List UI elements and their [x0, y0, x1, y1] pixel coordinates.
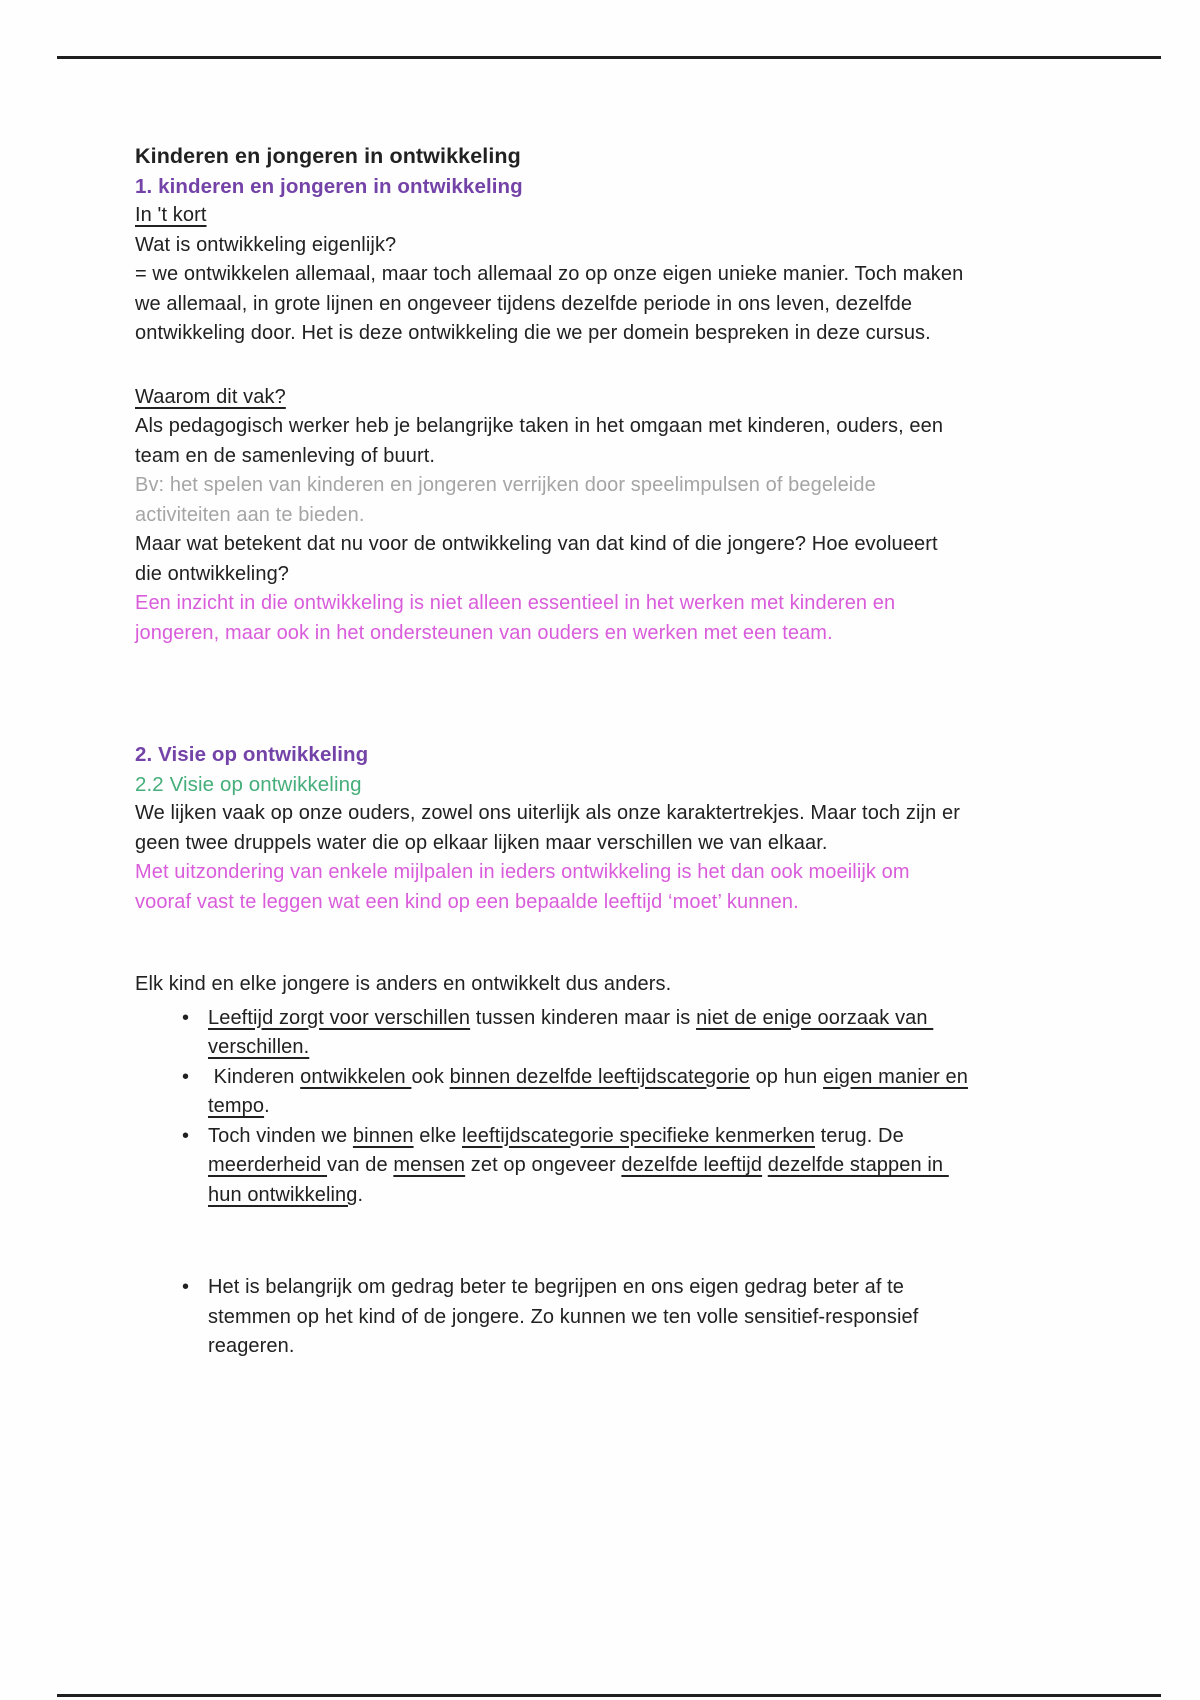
section2-subheading: 2.2 Visie op ontwikkeling — [135, 772, 362, 796]
bullet-line — [208, 1004, 1135, 1034]
bullet-line — [208, 1122, 1135, 1152]
paragraph-line: Als pedagogisch werker heb je belangrijke taken in het omgaan met kinderen, ouders, een — [135, 415, 944, 437]
bullet-item — [135, 1273, 1135, 1362]
plain-text: van de — [327, 1154, 394, 1176]
bullet-line — [208, 1033, 1135, 1063]
plain-text: Kinderen — [208, 1065, 301, 1088]
highlight-line: vooraf vast te leggen wat een kind op een bepaalde leeftijd ‘moet’ kunnen. — [135, 890, 799, 913]
doc-title: Kinderen en jongeren in ontwikkeling — [135, 144, 521, 168]
underlined-text: Leeftijd zorgt voor verschillen — [208, 1006, 471, 1029]
underlined-text: ontwikkelen — [300, 1065, 412, 1088]
bullet-line — [208, 1303, 1135, 1333]
section1-question-2: Waarom dit vak? — [135, 385, 286, 408]
paragraph-line: we allemaal, in grote lijnen en ongeveer tijdens dezelfde periode in ons leven, dezelfde — [135, 292, 913, 315]
plain-text: . — [264, 1095, 270, 1117]
paragraph-line: We lijken vaak op onze ouders, zowel ons uiterlijk als onze karaktertrekjes. Maar toch zijn er — [135, 802, 960, 824]
bullet-item — [135, 1004, 1135, 1063]
underlined-text: meerderheid — [208, 1154, 328, 1176]
plain-text: tussen kinderen maar is — [470, 1006, 697, 1029]
plain-text: stemmen op het kind of de jongere. Zo kunnen we ten volle sensitief-responsief — [208, 1305, 919, 1328]
plain-text: ook — [411, 1065, 450, 1088]
section1-heading: 1. kinderen en jongeren in ontwikkeling — [135, 174, 523, 198]
highlight-line: Met uitzondering van enkele mijlpalen in ieders ontwikkeling is het dan ook moeilijk om — [135, 861, 910, 883]
section1-question-1: Wat is ontwikkeling eigenlijk? — [135, 233, 397, 256]
plain-text: . — [357, 1183, 364, 1206]
bullet-marker: • — [182, 1065, 190, 1088]
underlined-text: tempo — [208, 1095, 265, 1117]
underlined-text: binnen — [352, 1124, 414, 1147]
bullet-item — [135, 1122, 1135, 1211]
underlined-text: leeftijdscategorie specifieke kenmerken — [462, 1124, 815, 1147]
paragraph-line: = we ontwikkelen allemaal, maar toch allemaal zo op onze eigen unieke manier. Toch maken — [135, 263, 964, 285]
plain-text: op hun — [749, 1065, 824, 1088]
underlined-text: mensen — [393, 1154, 466, 1176]
bullet-text — [208, 1063, 1135, 1122]
bottom-rule — [57, 1694, 1161, 1697]
bullet-line — [208, 1151, 1135, 1181]
underlined-text: verschillen. — [208, 1036, 310, 1058]
list-intro: Elk kind en elke jongere is anders en ontwikkelt dus anders. — [135, 973, 672, 995]
bullet-line — [208, 1332, 1135, 1362]
underlined-text: eigen manier en — [823, 1065, 968, 1088]
document-content — [135, 142, 1135, 1362]
bullet-line — [208, 1092, 1135, 1122]
underlined-text: dezelfde leeftijd — [621, 1154, 763, 1176]
paragraph-line: die ontwikkeling? — [135, 562, 290, 585]
example-line: Bv: het spelen van kinderen en jongeren verrijken door speelimpulsen of begeleide — [135, 474, 876, 496]
underlined-text: niet de enige oorzaak van — [696, 1006, 934, 1029]
highlight-line: jongeren, maar ook in het ondersteunen van ouders en werken met een team. — [135, 621, 833, 644]
bullet-marker: • — [182, 1006, 190, 1029]
bullet-text — [208, 1004, 1135, 1063]
bullet-list — [135, 1004, 1135, 1362]
plain-text: terug. De — [814, 1124, 904, 1147]
underlined-text: hun ontwikkeling — [208, 1183, 358, 1206]
example-line: activiteiten aan te bieden. — [135, 503, 365, 526]
paragraph-line: ontwikkeling door. Het is deze ontwikkeling die we per domein bespreken in deze cursus. — [135, 322, 931, 344]
plain-text: elke — [413, 1124, 462, 1147]
top-rule — [57, 56, 1161, 59]
section1-kicker: In 't kort — [135, 204, 207, 226]
paragraph-line: Maar wat betekent dat nu voor de ontwikkeling van dat kind of die jongere? Hoe evolueert — [135, 533, 938, 555]
bullet-marker: • — [182, 1276, 190, 1298]
underlined-text: binnen dezelfde leeftijdscategorie — [449, 1065, 750, 1088]
highlight-line: Een inzicht in die ontwikkeling is niet alleen essentieel in het werken met kinderen en — [135, 592, 896, 614]
plain-text: Toch vinden we — [208, 1124, 353, 1147]
bullet-line — [208, 1273, 1135, 1303]
underlined-text: dezelfde stappen in — [767, 1154, 949, 1176]
bullet-item — [135, 1063, 1135, 1122]
plain-text: reageren. — [208, 1335, 295, 1357]
bullet-line — [208, 1063, 1135, 1093]
bullet-text — [208, 1273, 1135, 1362]
bullet-line — [208, 1181, 1135, 1211]
paragraph-line: geen twee druppels water die op elkaar lijken maar verschillen we van elkaar. — [135, 831, 828, 854]
bullet-marker: • — [182, 1124, 190, 1147]
plain-text: zet op ongeveer — [465, 1154, 622, 1176]
plain-text: Het is belangrijk om gedrag beter te begrijpen en ons eigen gedrag beter af te — [208, 1276, 905, 1298]
section2-heading: 2. Visie op ontwikkeling — [135, 743, 369, 766]
bullet-text — [208, 1122, 1135, 1211]
paragraph-line: team en de samenleving of buurt. — [135, 444, 436, 467]
